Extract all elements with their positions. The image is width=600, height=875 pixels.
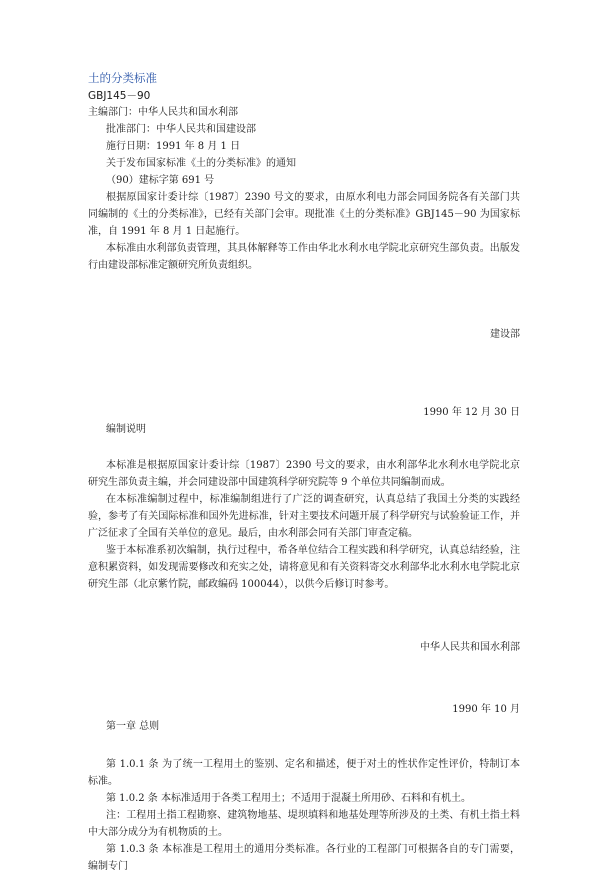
date-note: 1990 年 10 月: [452, 704, 520, 715]
title-link[interactable]: 土的分类标准: [88, 71, 157, 85]
note-paragraph-3: 鉴于本标准系初次编制，执行过程中，希各单位结合工程实践和科学研究，认真总结经验，注意积累资料，如发现需要修改和充实之处，请将意见和有关资料寄交水利部华北水利水电学院北京研究生部（北京紫竹院，邮政编码 100044），以供今后修订时参考。: [88, 545, 520, 590]
editor-line: 主编部门：中华人民共和国水利部: [88, 107, 238, 118]
approver-line: 批准部门：中华人民共和国建设部: [106, 124, 256, 135]
article-1-0-2-note: 注：工程用土指工程勘察、建筑物地基、堤坝填料和地基处理等所涉及的土类、有机土指土料中大部分成分为有机物质的土。: [88, 810, 520, 838]
article-1-0-1: 第 1.0.1 条 为了统一工程用土的鉴别、定名和描述，便于对土的性状作定性评价，特制订本标准。: [88, 759, 520, 787]
standard-code: GBJ145－90: [88, 90, 151, 102]
notice-number: （90）建标字第 691 号: [106, 175, 215, 186]
signature-ministry-water: 中华人民共和国水利部: [420, 642, 520, 653]
paragraph-approval: 根据原国家计委计综〔1987〕2390 号文的要求，由原水利电力部会同国务院各有关部门共同编制的《土的分类标准》，已经有关部门会审。现批准《土的分类标准》GBJ145－90 为国家标准，自 1991 年 8 月 1 日起施行。: [88, 192, 520, 237]
date-issue: 1990 年 12 月 30 日: [423, 407, 520, 418]
notice-title: 关于发布国家标准《土的分类标准》的通知: [106, 158, 296, 169]
chapter-heading: 第一章 总则: [106, 721, 160, 732]
paragraph-management: 本标准由水利部负责管理，其具体解释等工作由华北水利水电学院北京研究生部负责。出版发行由建设部标准定额研究所负责组织。: [88, 243, 520, 271]
article-1-0-2: 第 1.0.2 条 本标准适用于各类工程用土；不适用于混凝土所用砂、石料和有机土。: [106, 793, 471, 804]
signature-ministry-construction: 建设部: [490, 329, 520, 340]
document-page: [88, 70, 520, 875]
effective-date-line: 施行日期：1991 年 8 月 1 日: [106, 141, 241, 152]
note-paragraph-2: 在本标准编制过程中，标准编制组进行了广泛的调查研究，认真总结了我国土分类的实践经验，参考了有关国际标准和国外先进标准，针对主要技术问题开展了科学研究与试验验证工作，并广泛征求了全国有关单位的意见。最后，由水利部会同有关部门审查定稿。: [88, 494, 520, 539]
note-paragraph-1: 本标准是根据原国家计委计综〔1987〕2390 号文的要求，由水利部华北水利水电学院北京研究生部负责主编，并会同建设部中国建筑科学研究院等 9 个单位共同编制而成。: [88, 460, 520, 488]
compilation-note-heading: 编制说明: [106, 424, 146, 435]
article-1-0-3: 第 1.0.3 条 本标准是工程用土的通用分类标准。各行业的工程部门可根据各自的专门需要，编制专门: [88, 844, 520, 872]
